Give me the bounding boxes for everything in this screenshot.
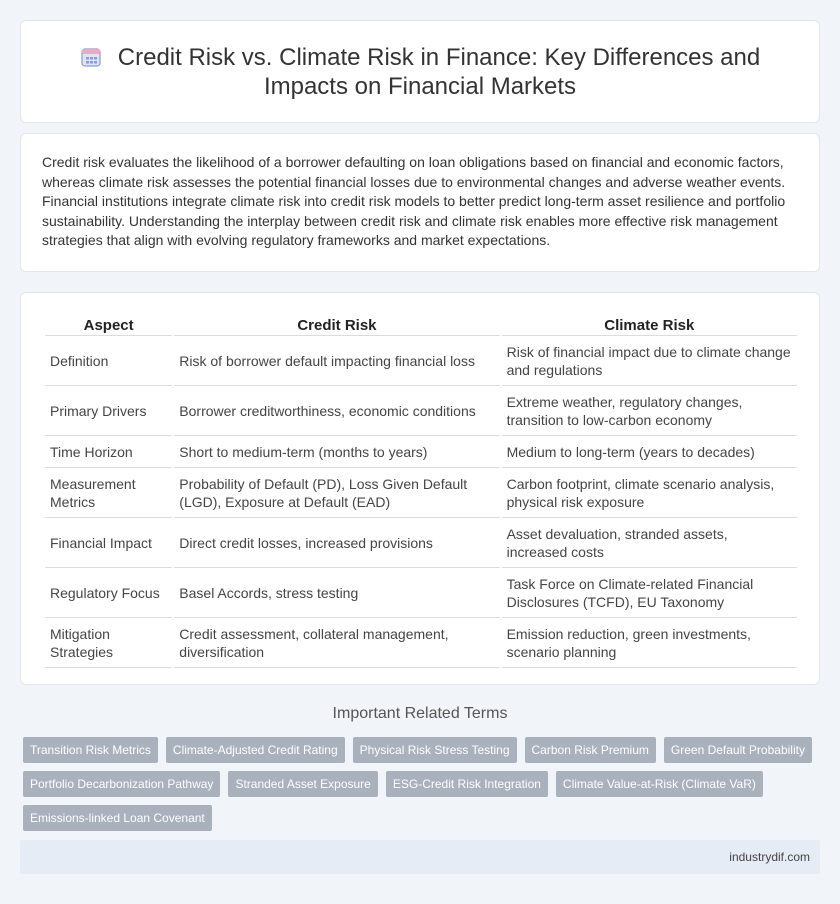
table-row: [45, 386, 797, 436]
header-credit-risk: Credit Risk: [174, 316, 499, 336]
row-credit: Credit assessment, collateral management, diversification: [174, 618, 499, 668]
calendar-icon: [80, 46, 102, 68]
footer-site-link[interactable]: industrydif.com: [729, 850, 810, 864]
header-aspect: Aspect: [45, 316, 172, 336]
row-climate: Extreme weather, regulatory changes, transition to low-carbon economy: [502, 386, 797, 436]
related-term-tag[interactable]: Emissions-linked Loan Covenant: [23, 805, 212, 831]
row-aspect: Primary Drivers: [45, 386, 172, 436]
table-row: [45, 568, 797, 618]
table-row: [45, 468, 797, 518]
page-title: Credit Risk vs. Climate Risk in Finance: Key Differences and Impacts on Financial Markets: [117, 44, 761, 100]
related-term-tag[interactable]: Carbon Risk Premium: [525, 737, 656, 763]
page-title-wrap: [61, 43, 779, 101]
header-climate-risk: Climate Risk: [502, 316, 797, 336]
row-aspect: Definition: [45, 336, 172, 386]
row-climate: Carbon footprint, climate scenario analysis, physical risk exposure: [502, 468, 797, 518]
related-term-tag[interactable]: Climate-Adjusted Credit Rating: [166, 737, 345, 763]
table-row: [45, 618, 797, 668]
table-row: [45, 436, 797, 468]
related-term-tag[interactable]: Portfolio Decarbonization Pathway: [23, 771, 220, 797]
row-credit: Basel Accords, stress testing: [174, 568, 499, 618]
row-aspect: Regulatory Focus: [45, 568, 172, 618]
row-credit: Borrower creditworthiness, economic conditions: [174, 386, 499, 436]
related-term-tag[interactable]: Transition Risk Metrics: [23, 737, 158, 763]
comparison-table: [43, 316, 799, 668]
footer: [20, 840, 820, 874]
table-row: [45, 518, 797, 568]
related-term-tag[interactable]: Physical Risk Stress Testing: [353, 737, 517, 763]
row-aspect: Measurement Metrics: [45, 468, 172, 518]
table-row: [45, 336, 797, 386]
related-term-tag[interactable]: Stranded Asset Exposure: [228, 771, 377, 797]
row-climate: Emission reduction, green investments, scenario planning: [502, 618, 797, 668]
row-aspect: Mitigation Strategies: [45, 618, 172, 668]
row-aspect: Financial Impact: [45, 518, 172, 568]
row-credit: Direct credit losses, increased provisions: [174, 518, 499, 568]
row-credit: Short to medium-term (months to years): [174, 436, 499, 468]
related-term-tag[interactable]: Green Default Probability: [664, 737, 812, 763]
row-credit: Probability of Default (PD), Loss Given Default (LGD), Exposure at Default (EAD): [174, 468, 499, 518]
row-credit: Risk of borrower default impacting financial loss: [174, 336, 499, 386]
related-terms-list: [23, 737, 823, 831]
row-climate: Task Force on Climate-related Financial Disclosures (TCFD), EU Taxonomy: [502, 568, 797, 618]
related-term-tag[interactable]: ESG-Credit Risk Integration: [386, 771, 548, 797]
table-header-row: [45, 316, 797, 336]
row-climate: Asset devaluation, stranded assets, increased costs: [502, 518, 797, 568]
row-aspect: Time Horizon: [45, 436, 172, 468]
row-climate: Medium to long-term (years to decades): [502, 436, 797, 468]
title-card: [20, 20, 820, 123]
row-climate: Risk of financial impact due to climate change and regulations: [502, 336, 797, 386]
intro-card: [20, 133, 820, 272]
related-terms-heading: Important Related Terms: [332, 705, 508, 722]
intro-paragraph: Credit risk evaluates the likelihood of a borrower defaulting on loan obligations based on financial and economic factors, whereas climate risk assesses the potential financial losses due to environmental changes and adverse weather events. Financial institutions integrate climate risk into credit risk models to better predict long-term asset resilience and portfolio sustainability. Understanding the interplay between credit risk and climate risk enables more effective risk management strategies that align with evolving regulatory frameworks and market expectations.: [42, 154, 786, 249]
comparison-card: [20, 292, 820, 685]
related-term-tag[interactable]: Climate Value-at-Risk (Climate VaR): [556, 771, 763, 797]
